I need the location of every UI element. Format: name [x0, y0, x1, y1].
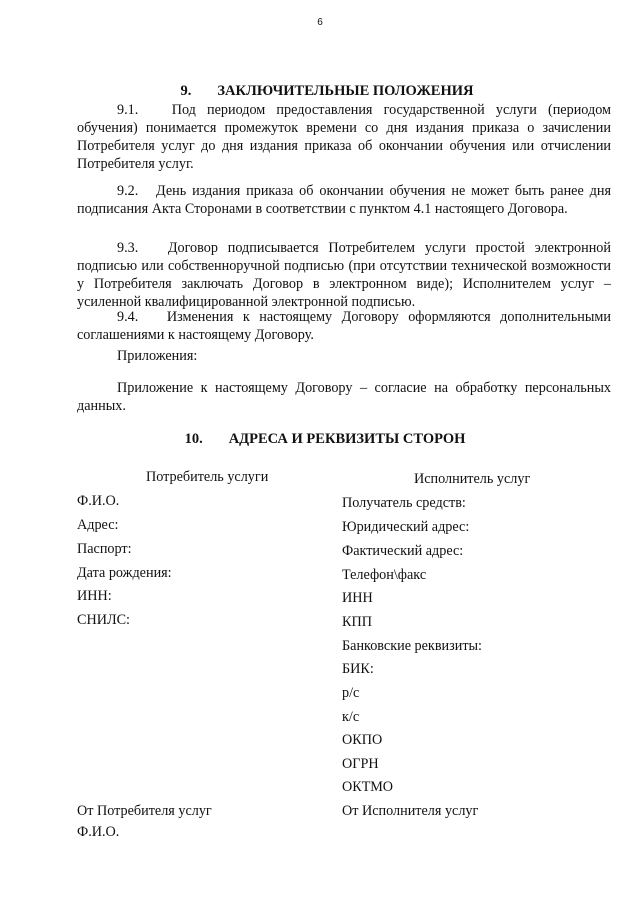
- page-number: 6: [317, 17, 323, 28]
- paragraph-9-3: [77, 239, 611, 311]
- consumer-field-inn: ИНН:: [77, 588, 112, 604]
- appendices-label: [77, 347, 611, 365]
- consumer-signature-from: От Потребителя услуг: [77, 803, 212, 819]
- consumer-title: Потребитель услуги: [146, 469, 269, 485]
- executor-field-rs: р/с: [342, 685, 360, 701]
- executor-field-actual-address: Фактический адрес:: [342, 543, 464, 559]
- executor-field-bik: БИК:: [342, 661, 374, 677]
- appendices-label-text: Приложения:: [117, 348, 198, 364]
- paragraph-9-1: [77, 101, 611, 173]
- executor-field-bank-details: Банковские реквизиты:: [342, 638, 482, 654]
- section-10-heading: [0, 430, 640, 448]
- executor-title: Исполнитель услуг: [414, 471, 531, 487]
- appendix-item-text: Приложение к настоящему Договору – согласие на обработку персональных данных.: [77, 380, 611, 414]
- consumer-field-fio: Ф.И.О.: [77, 493, 120, 509]
- paragraph-9-2: [77, 182, 611, 218]
- consumer-field-address: Адрес:: [77, 517, 119, 533]
- section-10-number: 10.: [184, 431, 203, 447]
- paragraph-9-4: [77, 308, 611, 344]
- paragraph-9-1-text: 9.1. Под периодом предоставления государственной услуги (периодом обучения) понимается промежуток времени со дня издания приказа о зачислении Потребителя услуг до дня издания приказа об окончании обучения или отчислении Потребителя услуг.: [77, 102, 611, 172]
- section-9-heading: [0, 82, 640, 100]
- consumer-field-passport: Паспорт:: [77, 541, 132, 557]
- section-10-title: АДРЕСА И РЕКВИЗИТЫ СТОРОН: [228, 431, 466, 447]
- executor-field-recipient: Получатель средств:: [342, 495, 466, 511]
- paragraph-9-2-text: 9.2. День издания приказа об окончании обучения не может быть ранее дня подписания Акта Сторонами в соответствии с пунктом 4.1 настоящего Договора.: [77, 183, 611, 217]
- executor-field-okpo: ОКПО: [342, 732, 383, 748]
- consumer-signature-name: Ф.И.О.: [77, 824, 120, 840]
- executor-signature-from: От Исполнителя услуг: [342, 803, 479, 819]
- executor-field-phone-fax: Телефон\факс: [342, 567, 427, 583]
- section-9-title: ЗАКЛЮЧИТЕЛЬНЫЕ ПОЛОЖЕНИЯ: [217, 83, 474, 99]
- paragraph-9-4-text: 9.4. Изменения к настоящему Договору оформляются дополнительными соглашениями к настоящему Договору.: [77, 309, 611, 343]
- executor-field-ks: к/с: [342, 709, 360, 725]
- executor-field-oktmo: ОКТМО: [342, 779, 394, 795]
- section-9-number: 9.: [180, 83, 192, 99]
- executor-field-ogrn: ОГРН: [342, 756, 379, 772]
- executor-field-kpp: КПП: [342, 614, 372, 630]
- consumer-field-snils: СНИЛС:: [77, 612, 130, 628]
- consumer-field-birthdate: Дата рождения:: [77, 565, 172, 581]
- paragraph-9-3-text: 9.3. Договор подписывается Потребителем услуги простой электронной подписью или собственноручной подписью (при отсутствии технической возможности у Потребителя заключать Договор в электронном виде); Исполнителем услуг – усиленной квалифицированной электронной подписью.: [77, 240, 611, 310]
- executor-field-legal-address: Юридический адрес:: [342, 519, 470, 535]
- executor-field-inn: ИНН: [342, 590, 373, 606]
- appendix-item: [77, 379, 611, 415]
